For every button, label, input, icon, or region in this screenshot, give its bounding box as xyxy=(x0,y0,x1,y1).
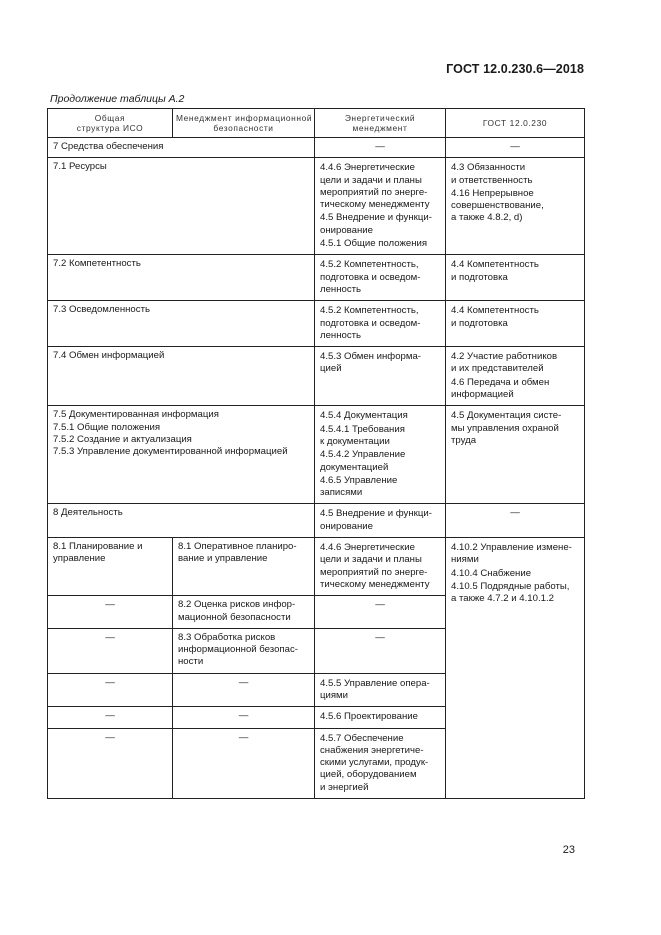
cell-line: тическому менеджменту xyxy=(320,578,430,590)
energy-cell: — xyxy=(315,138,446,158)
cell-line: 4.6 Передача и обмен xyxy=(451,376,550,388)
cell-line: вание и управление xyxy=(178,553,268,565)
row-label: 7.2 Компетентность xyxy=(48,255,315,301)
cell-line: 4.2 Участие работников xyxy=(451,351,558,363)
cell-paragraph xyxy=(320,162,440,211)
cell-paragraph xyxy=(451,377,579,402)
cell-paragraph xyxy=(451,305,579,330)
energy-cell xyxy=(315,347,446,406)
cell-line: 4.5.6 Проектирование xyxy=(320,711,418,723)
cell-line: ниями xyxy=(451,554,479,566)
cell-line: 4.4 Компетентность xyxy=(451,305,539,317)
table-row xyxy=(48,504,585,538)
cell-line: 4.4.6 Энергетические xyxy=(320,542,415,554)
cell-paragraph xyxy=(451,581,579,606)
cell-line: подготовка и осведом- xyxy=(320,271,421,283)
cell-line: 7.5.3 Управление документированной информацией xyxy=(53,446,288,458)
cell-line: менеджмент xyxy=(352,123,408,133)
cell-paragraph xyxy=(320,449,440,474)
gost-cell xyxy=(446,406,585,504)
cell-line: 4.5.2 Компетентность, xyxy=(320,259,419,271)
cell-line: 4.5.1 Общие положения xyxy=(320,238,428,250)
info-security-cell: — xyxy=(173,728,315,798)
cell-line: цией, оборудованием xyxy=(320,769,417,781)
row-label: 7.3 Осведомленность xyxy=(48,301,315,347)
cell-line: цели и задачи и планы xyxy=(320,174,422,186)
energy-cell xyxy=(315,538,446,596)
cell-line: снабжения энергетиче- xyxy=(320,744,424,756)
cell-line: подготовка и осведом- xyxy=(320,317,421,329)
table-row xyxy=(48,255,585,301)
cell-paragraph xyxy=(320,733,440,794)
info-security-cell: — xyxy=(173,673,315,707)
cell-line: 4.10.2 Управление измене- xyxy=(451,542,572,554)
cell-line: и энергией xyxy=(320,781,369,793)
cell-paragraph xyxy=(320,475,440,500)
energy-cell xyxy=(315,728,446,798)
energy-cell xyxy=(315,707,446,728)
page-number: 23 xyxy=(562,844,575,856)
cell-line: ности xyxy=(178,656,204,668)
cell-line: 4.5.3 Обмен информа- xyxy=(320,351,421,363)
table-row xyxy=(48,158,585,255)
cell-line: 4.5.7 Обеспечение xyxy=(320,732,404,744)
cell-line: 4.10.5 Подрядные работы, xyxy=(451,580,570,592)
row-label: 7.1 Ресурсы xyxy=(48,158,315,255)
table-row xyxy=(48,347,585,406)
cell-line: и подготовка xyxy=(451,271,508,283)
cell-line: ленность xyxy=(320,329,362,341)
cell-line: 4.5.4.2 Управление xyxy=(320,449,406,461)
cell-paragraph xyxy=(320,508,440,533)
cell-line: тическому менеджменту xyxy=(320,199,430,211)
cell-line: 4.4.6 Энергетические xyxy=(320,162,415,174)
cell-line: мы управления охраной xyxy=(451,422,559,434)
table-row xyxy=(48,138,585,158)
cell-line: Менеджмент информационной xyxy=(176,112,313,123)
cell-paragraph xyxy=(451,188,579,225)
cell-line: документацией xyxy=(320,461,389,473)
cell-paragraph xyxy=(451,351,579,376)
cell-paragraph xyxy=(320,424,440,449)
gost-cell xyxy=(446,538,585,799)
cell-line: информационной безопас- xyxy=(178,644,298,656)
cell-line: мероприятий по энерге- xyxy=(320,186,428,198)
cell-paragraph xyxy=(320,212,440,237)
cell-line: 4.10.4 Снабжение xyxy=(451,567,532,579)
cell-paragraph xyxy=(320,410,440,422)
cell-line: 4.5 Документация систе- xyxy=(451,410,562,422)
header-iso-structure xyxy=(48,109,173,138)
cell-line: 4.3 Обязанности xyxy=(451,162,526,174)
cell-line: 7.5.1 Общие положения xyxy=(53,421,161,433)
iso-cell: — xyxy=(48,628,173,673)
gost-cell xyxy=(446,255,585,301)
cell-line: онирование xyxy=(320,224,373,236)
cell-line: 8.1 Планирование и xyxy=(53,541,143,553)
cell-line: 4.5.4.1 Требования xyxy=(320,423,405,435)
cell-line: совершенствование, xyxy=(451,200,544,212)
cell-line: скими услугами, продук- xyxy=(320,757,429,769)
cell-line: Энергетический xyxy=(344,112,416,123)
energy-cell xyxy=(315,504,446,538)
cell-line: 4.4 Компетентность xyxy=(451,259,539,271)
row-label: 7 Средства обеспечения xyxy=(48,138,315,158)
cell-line: цией xyxy=(320,363,342,375)
cell-paragraph xyxy=(320,305,440,342)
info-security-cell xyxy=(173,538,315,596)
cell-line: а также 4.8.2, d) xyxy=(451,212,523,224)
cell-line: онирование xyxy=(320,520,373,532)
cell-paragraph xyxy=(451,410,579,447)
energy-cell xyxy=(315,158,446,255)
cell-paragraph xyxy=(320,238,440,250)
energy-cell xyxy=(315,301,446,347)
row-label xyxy=(48,406,315,504)
cell-paragraph xyxy=(320,711,440,723)
cell-paragraph xyxy=(451,542,579,567)
gost-cell: — xyxy=(446,138,585,158)
header-gost xyxy=(446,109,585,138)
cell-paragraph xyxy=(451,259,579,284)
cell-line: 4.5.2 Компетентность, xyxy=(320,305,419,317)
energy-cell xyxy=(315,255,446,301)
cell-line: к документации xyxy=(320,435,390,447)
cell-line: циями xyxy=(320,689,349,701)
info-security-cell xyxy=(173,596,315,629)
cell-line: 8.1 Оперативное планиро- xyxy=(178,541,297,553)
cell-paragraph xyxy=(451,568,579,580)
cell-line: и их представителей xyxy=(451,363,544,375)
cell-line: и ответственность xyxy=(451,174,533,186)
cell-paragraph xyxy=(320,351,440,376)
cell-line: цели и задачи и планы xyxy=(320,554,422,566)
cell-paragraph xyxy=(451,162,579,187)
cell-line: управление xyxy=(53,553,106,565)
cell-line: 4.5.4 Документация xyxy=(320,410,408,422)
cell-paragraph xyxy=(320,678,440,703)
cell-line: 7.5 Документированная информация xyxy=(53,409,219,421)
gost-cell xyxy=(446,158,585,255)
energy-cell: — xyxy=(315,628,446,673)
cell-line: 4.5 Внедрение и функци- xyxy=(320,212,432,224)
table-caption: Продолжение таблицы А.2 xyxy=(50,93,185,105)
cell-line: 4.5.5 Управление опера- xyxy=(320,677,430,689)
cell-line: 8.3 Обработка рисков xyxy=(178,631,276,643)
cell-paragraph xyxy=(320,259,440,296)
cell-line: 7.5.2 Создание и актуализация xyxy=(53,433,192,445)
energy-cell xyxy=(315,406,446,504)
cell-line: 4.6.5 Управление xyxy=(320,474,398,486)
energy-cell: — xyxy=(315,596,446,629)
gost-cell xyxy=(446,301,585,347)
cell-line: мационной безопасности xyxy=(178,611,291,623)
document-code: ГОСТ 12.0.230.6—2018 xyxy=(446,62,584,76)
comparison-table xyxy=(47,108,585,799)
cell-line: ГОСТ 12.0.230 xyxy=(482,117,548,128)
header-info-security xyxy=(173,109,315,138)
table-row xyxy=(48,406,585,504)
cell-line: 4.5 Внедрение и функци- xyxy=(320,508,432,520)
cell-line: 4.16 Непрерывное xyxy=(451,187,534,199)
cell-line: труда xyxy=(451,434,477,446)
header-energy-management xyxy=(315,109,446,138)
cell-line: 8.2 Оценка рисков инфор- xyxy=(178,599,296,611)
info-security-cell xyxy=(173,628,315,673)
iso-cell: — xyxy=(48,673,173,707)
row-label: 8 Деятельность xyxy=(48,504,315,538)
table-header-row xyxy=(48,109,585,138)
cell-line: Общая xyxy=(94,112,126,123)
cell-line: структура ИСО xyxy=(76,123,144,133)
cell-paragraph xyxy=(320,542,440,591)
cell-line: и подготовка xyxy=(451,317,508,329)
energy-cell xyxy=(315,673,446,707)
cell-line: записями xyxy=(320,487,363,499)
cell-line: мероприятий по энерге- xyxy=(320,566,428,578)
table-row xyxy=(48,538,585,596)
cell-line: безопасности xyxy=(213,123,274,133)
iso-cell: — xyxy=(48,596,173,629)
iso-cell: — xyxy=(48,728,173,798)
cell-line: информацией xyxy=(451,389,514,401)
cell-line: ленность xyxy=(320,283,362,295)
table-row xyxy=(48,301,585,347)
iso-cell: — xyxy=(48,707,173,728)
cell-line: а также 4.7.2 и 4.10.1.2 xyxy=(451,593,554,605)
gost-cell xyxy=(446,347,585,406)
row-label: 7.4 Обмен информацией xyxy=(48,347,315,406)
iso-cell xyxy=(48,538,173,596)
gost-cell: — xyxy=(446,504,585,538)
info-security-cell: — xyxy=(173,707,315,728)
